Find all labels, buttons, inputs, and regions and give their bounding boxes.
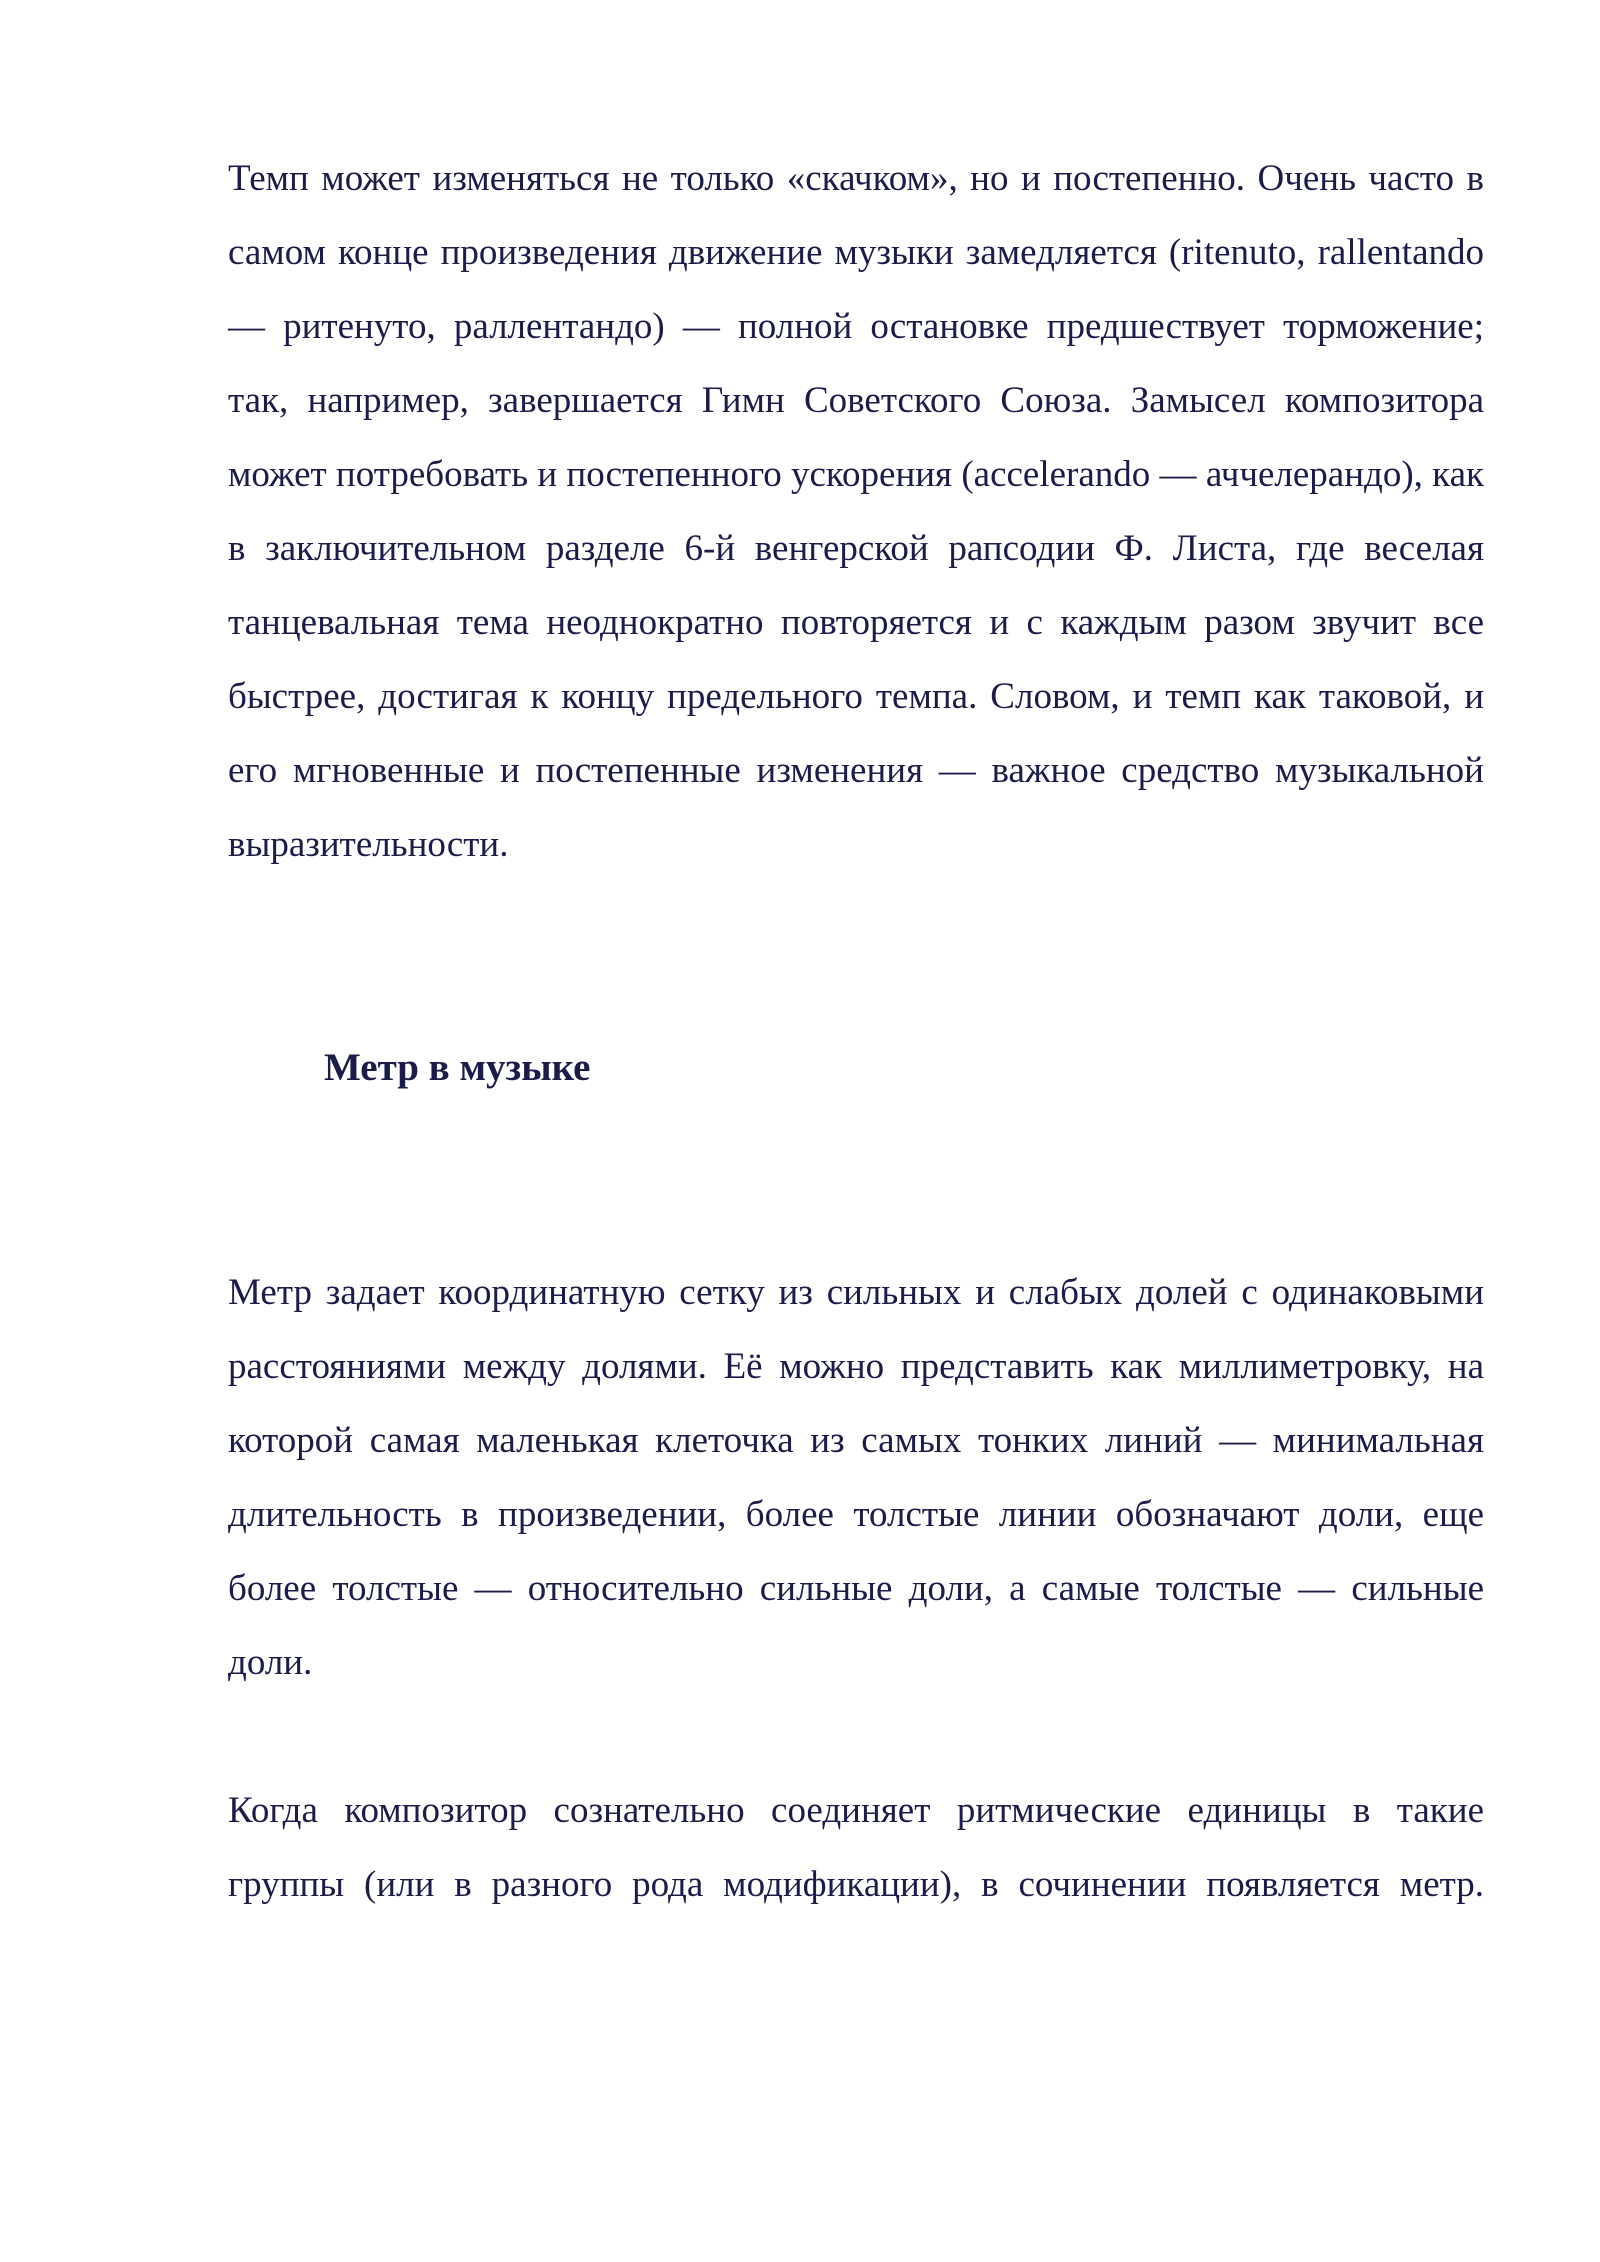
section-heading: Метр в музыке: [324, 1046, 591, 1089]
paragraph-tempo-changes: Темп может изменяться не только «скачком», но и постепенно. Очень часто в самом конце произведения движение музыки замедляется (ritenuto, rallentando — ритенуто, раллентандо) — полной остановке предшествует торможение; так, например, завершается Гимн Советского Союза. Замысел композитора может потребовать и постепенного ускорения (accelerando — аччелерандо), как в заключительном разделе 6-й венгерской рапсодии Ф. Листа, где веселая танцевальная тема неоднократно повторяется и с каждым разом звучит все быстрее, достигая к концу предельного темпа. Словом, и темп как таковой, и его мгновенные и постепенные изменения — важное средство музыкальной выразительности.: [228, 158, 1484, 865]
paragraph-meter-definition: Метр задает координатную сетку из сильных и слабых долей с одинаковыми расстояниями между долями. Её можно представить как миллиметровку, на которой самая маленькая клеточка из самых тонких линий — минимальная длительность в произведении, более толстые линии обозначают доли, еще более толстые — относительно сильные доли, а самые толстые — сильные доли.: [228, 1272, 1484, 1683]
paragraph-meter-appearance: Когда композитор сознательно соединяет ритмические единицы в такие группы (или в разного рода модификации), в сочинении появляется метр.: [228, 1790, 1484, 1905]
